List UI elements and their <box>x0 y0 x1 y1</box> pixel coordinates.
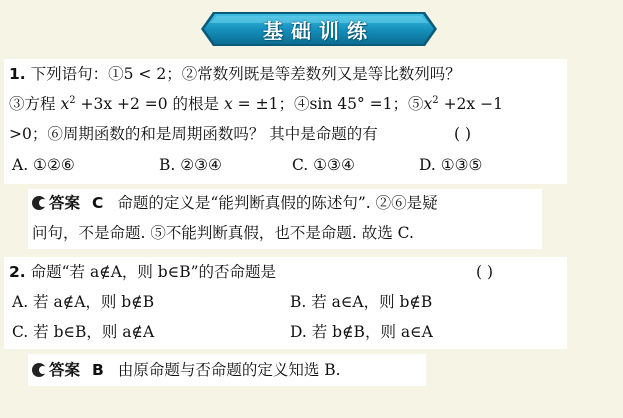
answer-icon <box>32 363 46 377</box>
q1-line-2: ③方程 $x^2 +3x +2 =0$ 的根是 x = ±1；④sin 45° =1；$⑤x^2 +2x -1$ <box>9 95 503 113</box>
banner-title: 基础训练 <box>263 18 375 43</box>
a2-letter: B <box>92 361 104 379</box>
a1-line-1 <box>32 193 438 213</box>
a1-letter: C <box>92 194 104 212</box>
question-2-panel <box>4 257 567 349</box>
q2-stem: 命题“若 a∉A，则 b∈B”的否命题是 <box>30 263 277 281</box>
a2-label: 答案 <box>49 361 81 379</box>
q1-answer-blank: ( ) <box>454 125 472 143</box>
a1-label: 答案 <box>49 194 81 212</box>
a1-line-2: 问句，不是命题. ⑤不能判断真假，也不是命题. 故选 C. <box>32 224 414 242</box>
q2-number: 2. <box>9 263 26 281</box>
q2-option-d: D. 若 b∉B，则 a∈A <box>290 323 433 341</box>
q1-line-1 <box>9 64 461 84</box>
q1-option-c: C. ①③④ <box>292 156 355 174</box>
q2-option-c: C. 若 b∈B，则 a∉A <box>12 323 155 341</box>
q2-line-1 <box>9 262 276 282</box>
answer-2-panel <box>28 354 426 386</box>
q1-number: 1. <box>9 65 26 83</box>
section-banner <box>199 10 439 48</box>
q1-option-a: A. ①②⑥ <box>12 156 75 174</box>
q1-text-2b: +3x +2 =0 的根是 <box>75 95 224 113</box>
answer-icon <box>32 196 46 210</box>
q1-text-1: 下列语句：①5 < 2；②常数列既是等差数列又是等比数列吗？ <box>30 65 461 83</box>
q2-answer-blank: ( ) <box>476 263 494 281</box>
q2-option-b: B. 若 a∈A，则 b∉B <box>290 293 433 311</box>
q2-option-a: A. 若 a∉A，则 b∉B <box>12 293 155 311</box>
q1-option-b: B. ②③④ <box>159 156 222 174</box>
q1-text-2c: = ±1；④sin 45° =1；⑤ <box>232 95 424 113</box>
q1-text-2d: +2x −1 <box>438 95 503 113</box>
question-1-panel <box>4 59 567 184</box>
a2-line <box>32 360 341 380</box>
answer-1-panel <box>28 189 542 249</box>
q1-line-3 <box>9 124 378 144</box>
a2-text: 由原命题与否命题的定义知选 B. <box>117 361 341 379</box>
a1-text-1: 命题的定义是“能判断真假的陈述句”. ②⑥是疑 <box>117 194 438 212</box>
q1-text-3: >0；⑥周期函数的和是周期函数吗？ 其中是命题的有 <box>9 125 378 143</box>
q1-text-2a: ③方程 <box>9 95 61 113</box>
q1-option-d: D. ①③⑤ <box>419 156 483 174</box>
